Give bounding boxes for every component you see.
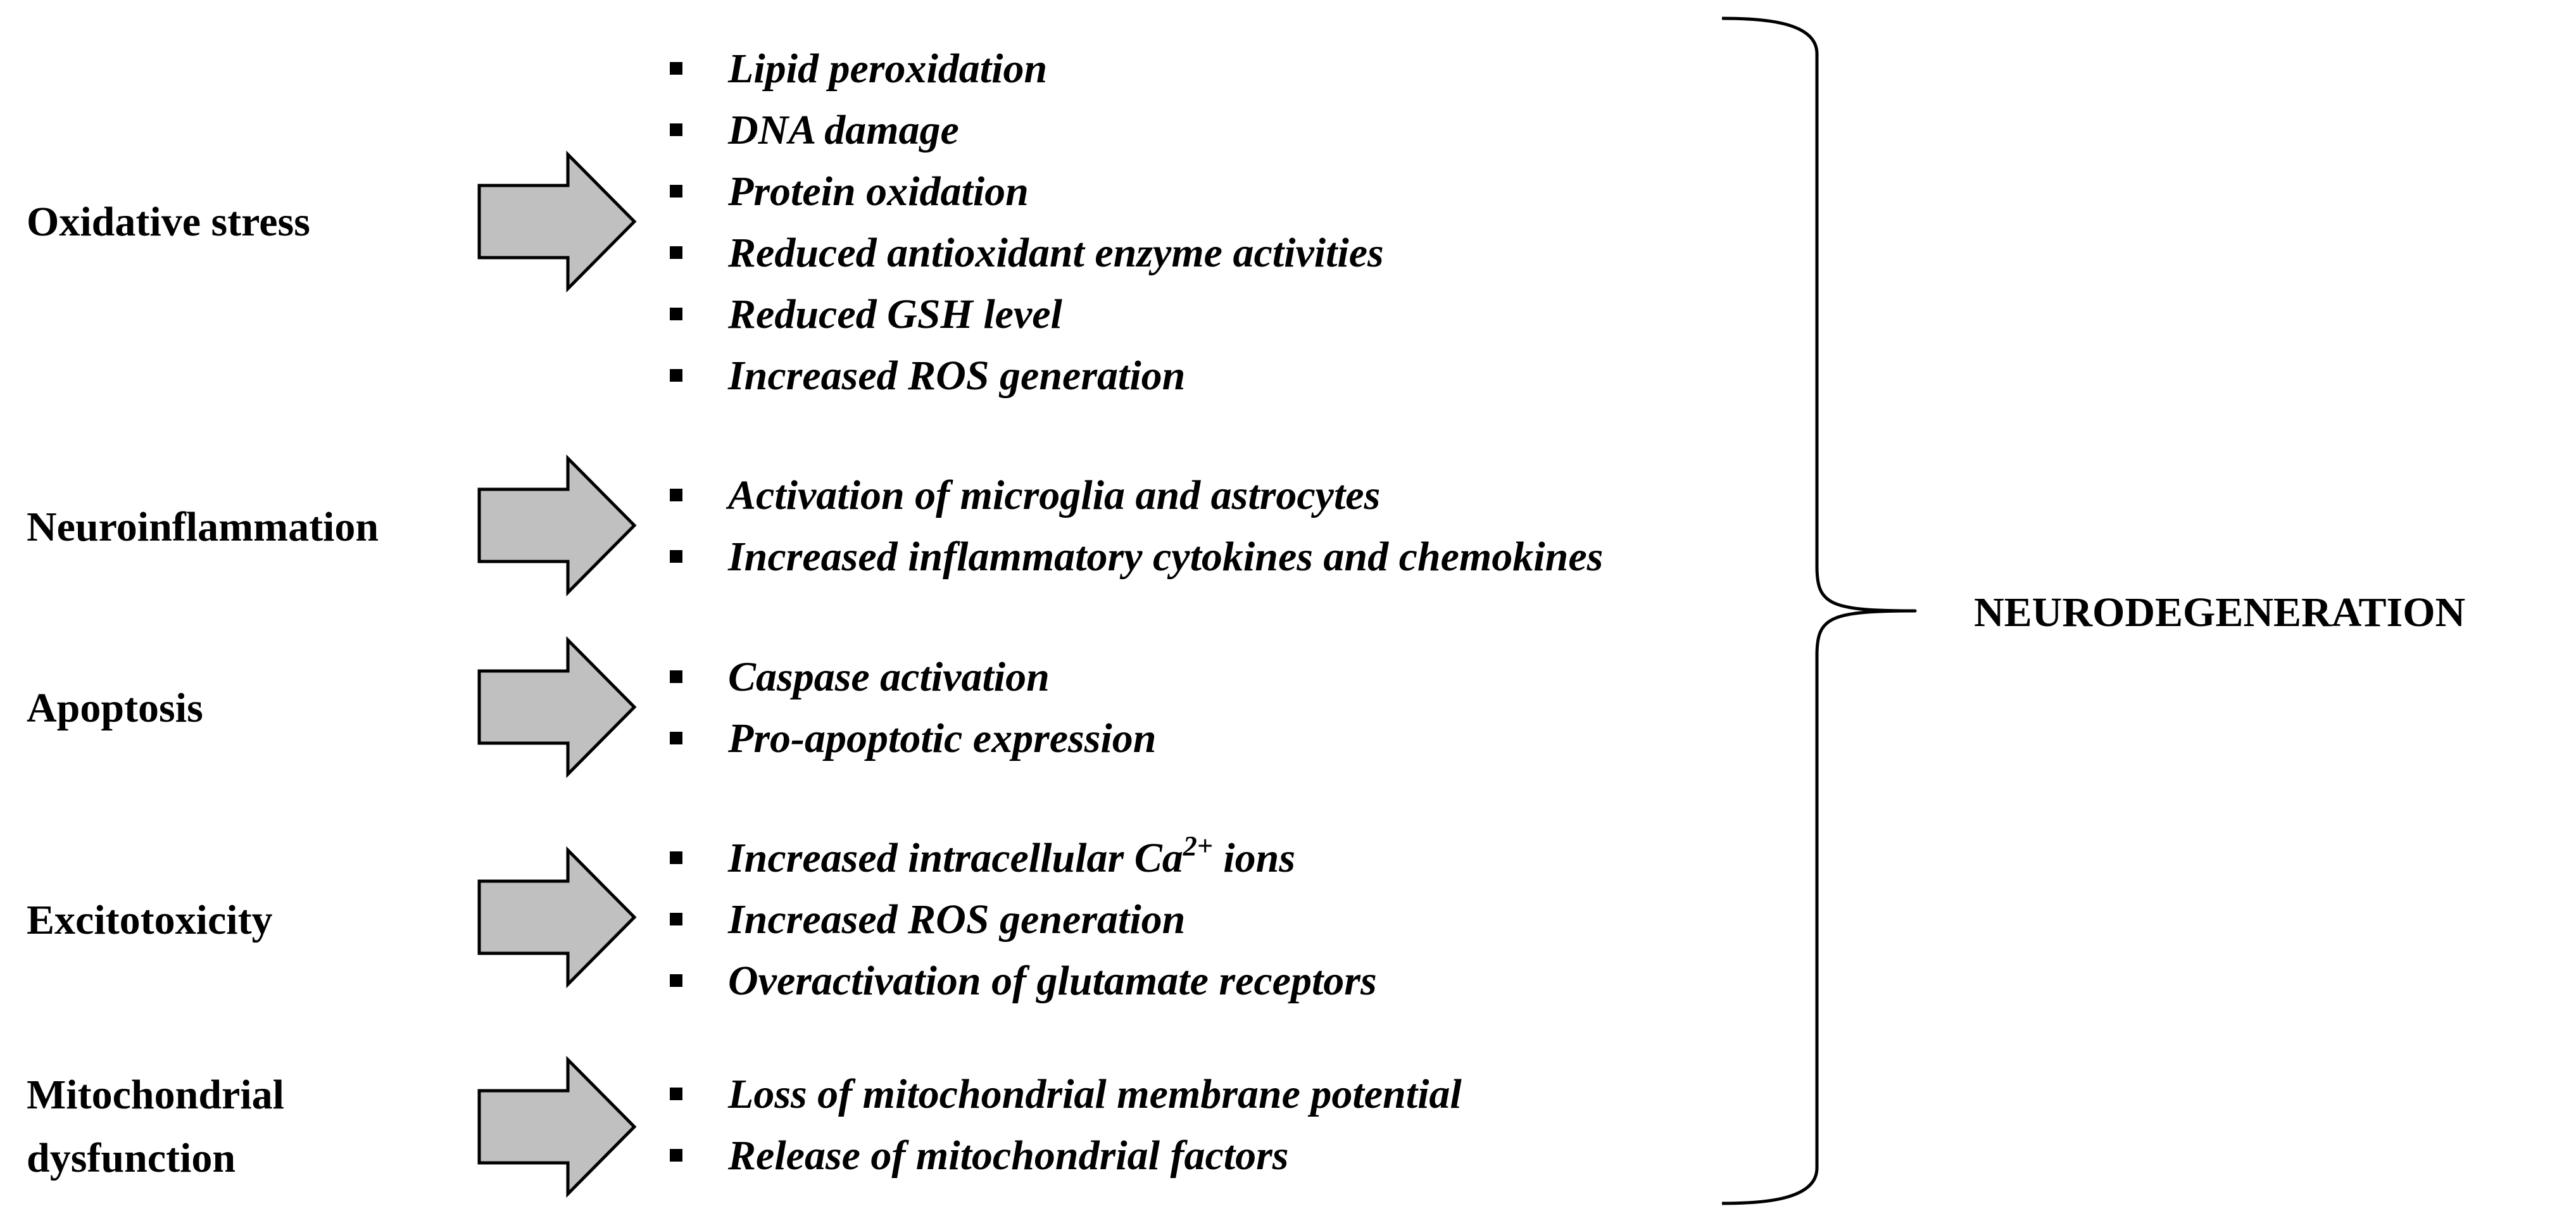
effect-item [665, 889, 1377, 950]
effect-text: Loss of mitochondrial membrane potential [728, 1071, 1462, 1117]
effect-item [665, 465, 1603, 526]
effect-item [665, 99, 1384, 161]
category-mitochondrial-dysfunction [27, 1063, 284, 1190]
effect-text: Pro-apoptotic expression [728, 715, 1157, 762]
category-line: Mitochondrial [27, 1072, 284, 1118]
arrow-shape [479, 458, 634, 593]
ion-suffix: ions [1212, 835, 1296, 881]
arrow-right-icon [476, 455, 638, 596]
square-bullet-icon [670, 489, 682, 501]
effects-list-excitotoxicity [665, 827, 1377, 1012]
effect-text: Increased ROS generation [728, 353, 1186, 399]
arrow-shape [479, 1060, 634, 1194]
effect-item [665, 345, 1384, 406]
square-bullet-icon [670, 62, 682, 75]
effect-text: Lipid peroxidation [728, 46, 1048, 92]
effect-item [665, 1063, 1462, 1125]
outcome-label: NEURODEGENERATION [1974, 589, 2466, 636]
arrow-shape [479, 640, 634, 774]
effect-text: DNA damage [728, 107, 959, 153]
square-bullet-icon [670, 670, 682, 683]
arrow-shape [479, 154, 634, 289]
effect-text: Increased ROS generation [728, 896, 1186, 943]
effect-text: Increased intracellular Ca [728, 835, 1183, 881]
effect-text: Activation of microglia and astrocytes [728, 472, 1381, 518]
square-bullet-icon [670, 369, 682, 382]
arrow-right-icon [476, 1056, 638, 1198]
effects-list-apoptosis [665, 646, 1156, 769]
effect-text: Overactivation of glutamate receptors [728, 958, 1377, 1004]
effect-item [665, 526, 1603, 587]
curly-brace-icon [1722, 16, 1925, 1206]
square-bullet-icon [670, 1088, 682, 1100]
effect-item [665, 827, 1377, 889]
effects-list-oxidative-stress [665, 38, 1384, 406]
effects-list-neuroinflammation [665, 465, 1603, 587]
brace-path [1722, 18, 1915, 1203]
category-neuroinflammation: Neuroinflammation [27, 504, 379, 550]
square-bullet-icon [670, 913, 682, 925]
square-bullet-icon [670, 308, 682, 320]
category-oxidative-stress: Oxidative stress [27, 199, 310, 245]
arrow-right-icon [476, 846, 638, 988]
ion-charge: 2+ [1183, 831, 1213, 862]
effect-item [665, 708, 1156, 769]
square-bullet-icon [670, 732, 682, 744]
category-apoptosis: Apoptosis [27, 685, 203, 731]
category-excitotoxicity: Excitotoxicity [27, 897, 273, 943]
arrow-shape [479, 850, 634, 984]
square-bullet-icon [670, 185, 682, 198]
effect-text: Reduced GSH level [728, 291, 1062, 337]
effect-text: Caspase activation [728, 654, 1050, 700]
effect-item [665, 222, 1384, 284]
square-bullet-icon [670, 246, 682, 259]
effect-text: Release of mitochondrial factors [728, 1132, 1289, 1179]
category-line: dysfunction [27, 1135, 236, 1181]
effect-text: Reduced antioxidant enzyme activities [728, 230, 1384, 276]
effect-item [665, 646, 1156, 708]
effects-list-mitochondrial-dysfunction [665, 1063, 1462, 1186]
square-bullet-icon [670, 1149, 682, 1162]
effect-item [665, 1125, 1462, 1186]
effect-text: Protein oxidation [728, 168, 1029, 215]
square-bullet-icon [670, 974, 682, 987]
square-bullet-icon [670, 851, 682, 864]
effect-item [665, 284, 1384, 345]
effect-text: Increased inflammatory cytokines and chemokines [728, 534, 1604, 580]
effect-item [665, 950, 1377, 1012]
arrow-right-icon [476, 151, 638, 292]
square-bullet-icon [670, 123, 682, 136]
effect-item [665, 161, 1384, 222]
square-bullet-icon [670, 550, 682, 563]
arrow-right-icon [476, 636, 638, 778]
effect-item [665, 38, 1384, 99]
